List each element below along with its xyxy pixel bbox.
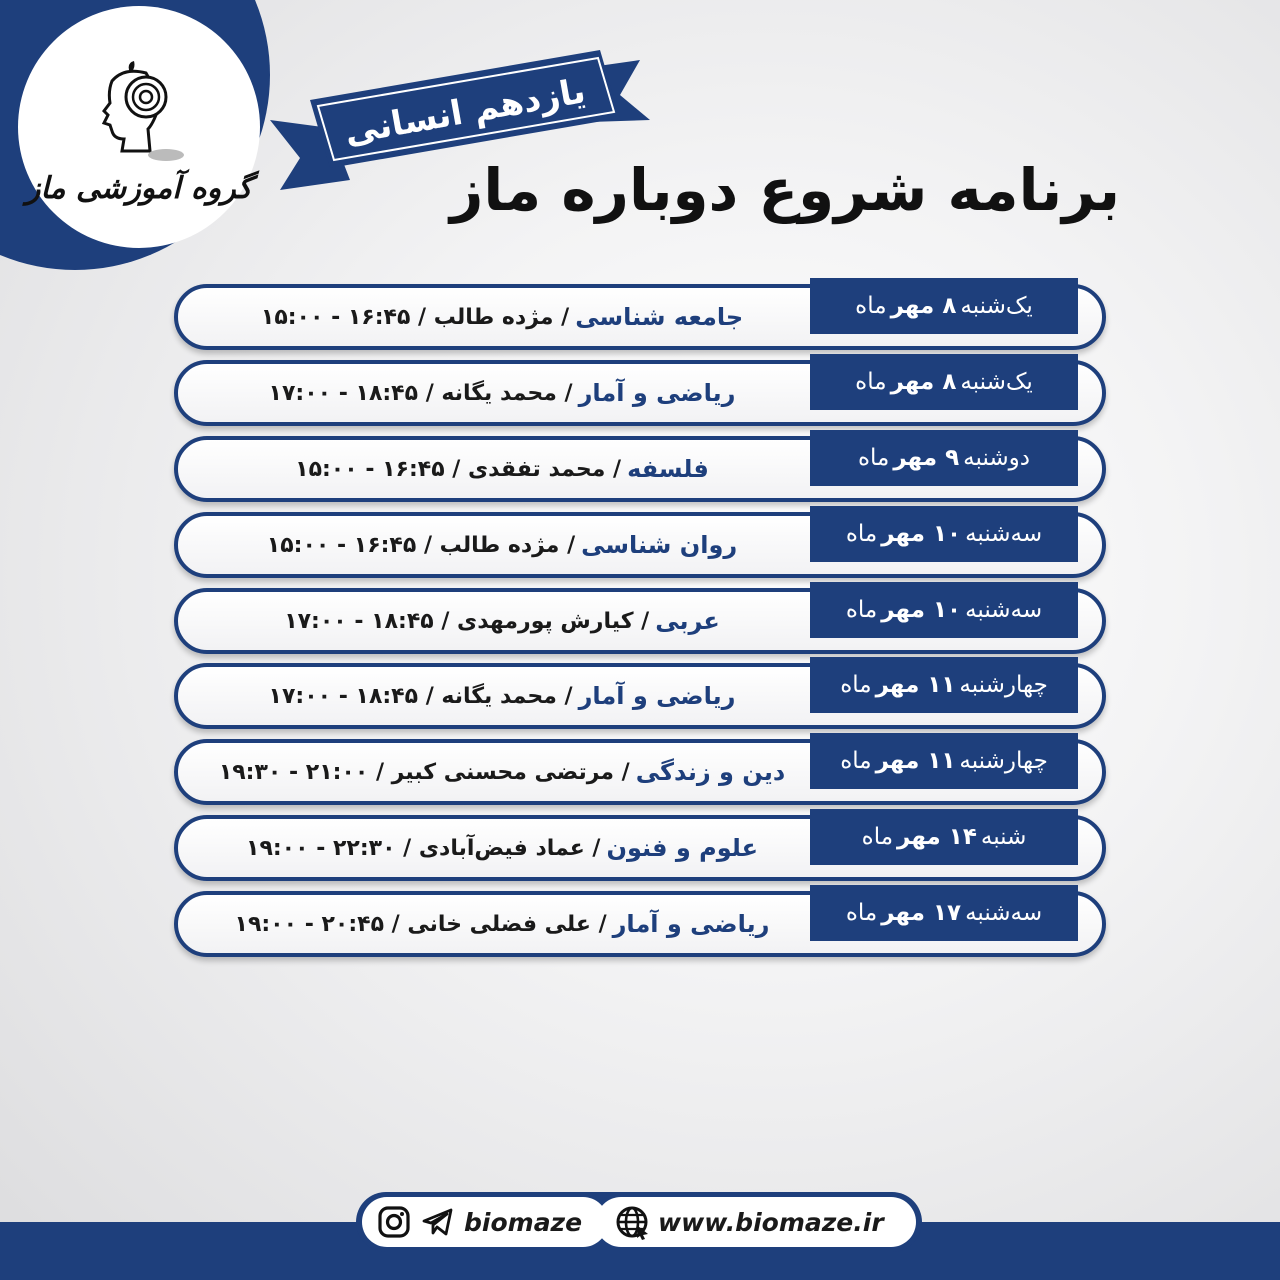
date-label: [810, 278, 1078, 334]
subject-name: جامعه شناسی: [575, 303, 744, 331]
subject-name: ریاضی و آمار: [578, 379, 736, 407]
teacher-and-time: / عماد فیض‌آبادی / ۲۲:۳۰ - ۱۹:۰۰: [246, 835, 601, 861]
class-info: [198, 819, 806, 877]
page-title: برنامه شروع دوباره ماز: [450, 156, 1120, 224]
logo: [18, 6, 260, 248]
class-info: [198, 743, 806, 801]
month-word: ماه: [840, 748, 872, 774]
teacher-and-time: / کیارش پورمهدی / ۱۸:۴۵ - ۱۷:۰۰: [284, 608, 650, 634]
date-number: ۱۷ مهر: [881, 900, 962, 926]
class-info: [198, 516, 806, 574]
date-label: [810, 582, 1078, 638]
logo-text: گروه آموزشی ماز: [25, 170, 253, 206]
weekday: دوشنبه: [963, 445, 1031, 471]
weekday: شنبه: [980, 824, 1027, 850]
date-number: ۹ مهر: [893, 445, 960, 471]
class-info: [198, 288, 806, 346]
instagram-icon[interactable]: [376, 1204, 412, 1240]
teacher-and-time: / مژده طالب / ۱۶:۴۵ - ۱۵:۰۰: [260, 304, 570, 330]
class-info: [198, 667, 806, 725]
weekday: یک‌شنبه: [960, 293, 1033, 319]
month-word: ماه: [845, 597, 878, 623]
weekday: چهارشنبه: [959, 748, 1048, 774]
month-word: ماه: [861, 824, 894, 850]
teacher-and-time: / محمد یگانه / ۱۸:۴۵ - ۱۷:۰۰: [268, 380, 573, 406]
teacher-and-time: / علی فضلی خانی / ۲۰:۴۵ - ۱۹:۰۰: [234, 911, 607, 937]
weekday: یک‌شنبه: [960, 369, 1033, 395]
weekday: چهارشنبه: [959, 672, 1048, 698]
class-info: [198, 364, 806, 422]
month-word: ماه: [855, 369, 887, 395]
date-label: [810, 885, 1078, 941]
month-word: ماه: [855, 293, 887, 319]
month-word: ماه: [845, 521, 878, 547]
weekday: سه‌شنبه: [965, 900, 1043, 926]
date-label: [810, 657, 1078, 713]
month-word: ماه: [840, 672, 872, 698]
subject-name: فلسفه: [627, 455, 709, 483]
weekday: سه‌شنبه: [965, 521, 1043, 547]
class-info: [198, 592, 806, 650]
month-word: ماه: [857, 445, 890, 471]
social-handle[interactable]: [362, 1197, 608, 1247]
date-number: ۱۴ مهر: [897, 824, 977, 850]
teacher-and-time: / محمد تفقدی / ۱۶:۴۵ - ۱۵:۰۰: [295, 456, 622, 482]
teacher-and-time: / مژده طالب / ۱۶:۴۵ - ۱۵:۰۰: [266, 532, 576, 558]
date-number: ۸ مهر: [890, 369, 957, 395]
date-label: [810, 809, 1078, 865]
month-word: ماه: [845, 900, 878, 926]
teacher-and-time: / محمد یگانه / ۱۸:۴۵ - ۱۷:۰۰: [268, 683, 573, 709]
date-number: ۱۱ مهر: [875, 672, 956, 698]
subject-name: علوم و فنون: [606, 834, 758, 862]
subject-name: عربی: [655, 607, 720, 635]
globe-icon: [614, 1204, 650, 1240]
teacher-and-time: / مرتضی محسنی کبیر / ۲۱:۰۰ - ۱۹:۳۰: [218, 759, 630, 785]
class-info: [198, 895, 806, 953]
weekday: سه‌شنبه: [965, 597, 1043, 623]
website-link[interactable]: [596, 1197, 916, 1247]
handle-text[interactable]: biomaze: [464, 1207, 583, 1237]
date-label: [810, 506, 1078, 562]
class-info: [198, 440, 806, 498]
telegram-icon[interactable]: [420, 1204, 456, 1240]
subject-name: ریاضی و آمار: [578, 682, 736, 710]
head-maze-icon: [84, 59, 194, 169]
date-label: [810, 354, 1078, 410]
date-label: [810, 733, 1078, 789]
date-number: ۱۰ مهر: [881, 521, 962, 547]
subject-name: ریاضی و آمار: [612, 910, 770, 938]
website-text[interactable]: www.biomaze.ir: [658, 1207, 884, 1237]
grade-label: یازدهم انسانی: [341, 71, 589, 153]
subject-name: دین و زندگی: [635, 758, 786, 786]
date-number: ۱۰ مهر: [881, 597, 962, 623]
date-number: ۸ مهر: [890, 293, 957, 319]
subject-name: روان شناسی: [581, 531, 738, 559]
date-number: ۱۱ مهر: [875, 748, 956, 774]
date-label: [810, 430, 1078, 486]
